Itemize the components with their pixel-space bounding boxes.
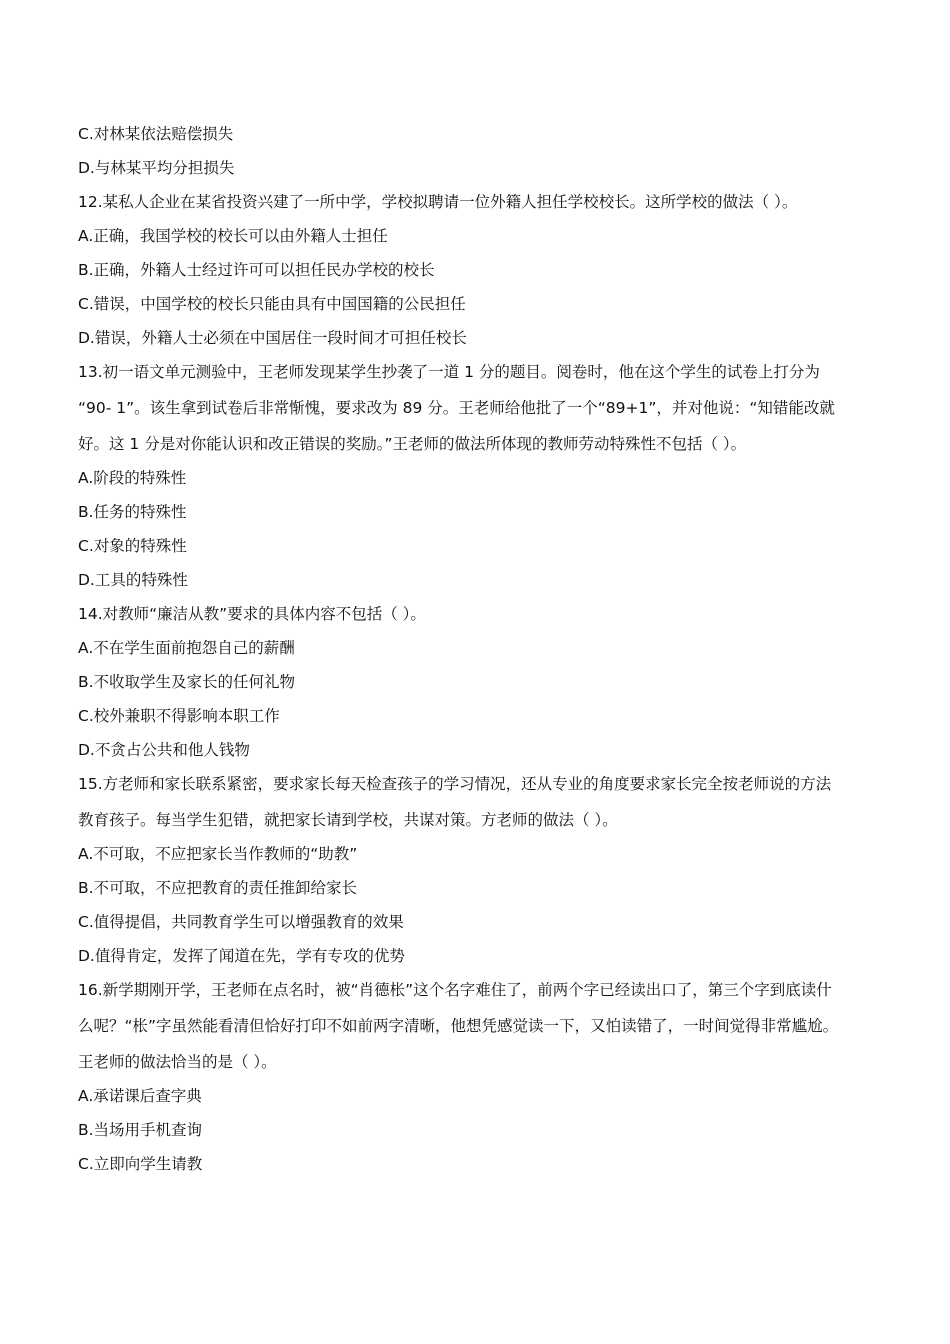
answer-option: A.正确，我国学校的校长可以由外籍人士担任 [78,227,388,245]
answer-option: B.当场用手机查询 [78,1121,203,1139]
answer-option: C.错误，中国学校的校长只能由具有中国国籍的公民担任 [78,295,466,313]
answer-option: D.与林某平均分担损失 [78,159,235,177]
answer-option: D.值得肯定，发挥了闻道在先，学有专攻的优势 [78,947,405,965]
answer-option: B.正确，外籍人士经过许可可以担任民办学校的校长 [78,261,435,279]
answer-option: A.阶段的特殊性 [78,469,187,487]
question-stem: 16.新学期刚开学，王老师在点名时，被“肖德枨”这个名字难住了，前两个字已经读出口了，第三个字到底读什 [78,981,832,999]
answer-option: A.不在学生面前抱怨自己的薪酬 [78,639,295,657]
answer-option: D.工具的特殊性 [78,571,188,589]
answer-option: D.不贪占公共和他人钱物 [78,741,250,759]
question-stem-continued: “90- 1”。该生拿到试卷后非常惭愧，要求改为 89 分。王老师给他批了一个“89+1”，并对他说：“知错能改就 [78,399,835,417]
question-stem-continued: 王老师的做法恰当的是（ ）。 [78,1053,277,1071]
question-stem-continued: 好。这 1 分是对你能认识和改正错误的奖励。”王老师的做法所体现的教师劳动特殊性不包括（ ）。 [78,435,747,453]
answer-option: C.校外兼职不得影响本职工作 [78,707,280,725]
answer-option: B.不收取学生及家长的任何礼物 [78,673,296,691]
answer-option: C.立即向学生请教 [78,1155,203,1173]
answer-option: B.任务的特殊性 [78,503,187,521]
question-stem: 15.方老师和家长联系紧密，要求家长每天检查孩子的学习情况，还从专业的角度要求家长完全按老师说的方法 [78,775,832,793]
answer-option: B.不可取，不应把教育的责任推卸给家长 [78,879,358,897]
document-body [78,124,898,1188]
question-stem-continued: 教育孩子。每当学生犯错，就把家长请到学校，共谋对策。方老师的做法（ ）。 [78,811,618,829]
answer-option: D.错误，外籍人士必须在中国居住一段时间才可担任校长 [78,329,467,347]
question-stem: 12.某私人企业在某省投资兴建了一所中学，学校拟聘请一位外籍人担任学校校长。这所学校的做法（ ）。 [78,193,798,211]
question-stem-continued: 么呢？“枨”字虽然能看清但恰好打印不如前两字清晰，他想凭感觉读一下，又怕读错了，一时间觉得非常尴尬。 [78,1017,839,1035]
question-stem: 14.对教师“廉洁从教”要求的具体内容不包括（ ）。 [78,605,426,623]
answer-option: C.值得提倡，共同教育学生可以增强教育的效果 [78,913,404,931]
answer-option: A.不可取，不应把家长当作教师的“助教” [78,845,358,863]
answer-option: C.对象的特殊性 [78,537,187,555]
answer-option: C.对林某依法赔偿损失 [78,125,234,143]
question-stem: 13.初一语文单元测验中，王老师发现某学生抄袭了一道 1 分的题目。阅卷时，他在这个学生的试卷上打分为 [78,363,820,381]
answer-option: A.承诺课后查字典 [78,1087,202,1105]
